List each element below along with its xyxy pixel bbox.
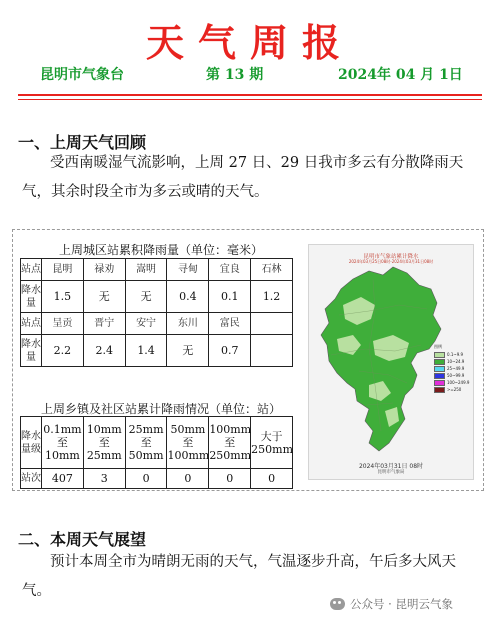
issuer-name: 昆明市气象台 bbox=[40, 67, 124, 83]
town-table-caption: 上周乡镇及社区站累计降雨情况（单位：站） bbox=[40, 402, 281, 416]
rain-level: 大于250mm bbox=[251, 417, 293, 469]
station-count: 0 bbox=[167, 469, 209, 489]
legend-item bbox=[434, 372, 474, 379]
rain-value: 1.4 bbox=[125, 335, 167, 367]
issue-date: 2024年 04 月 1日 bbox=[338, 67, 463, 83]
wechat-icon bbox=[330, 598, 345, 610]
kunming-region-shape bbox=[321, 267, 441, 451]
station-name: 东川 bbox=[167, 313, 209, 335]
station-name: 石林 bbox=[251, 259, 293, 281]
station-count: 0 bbox=[125, 469, 167, 489]
watermark bbox=[330, 596, 453, 612]
station-count: 3 bbox=[83, 469, 125, 489]
map-time-label: 2024年03月31日 08时 bbox=[358, 463, 424, 470]
legend-item bbox=[434, 358, 474, 365]
legend-swatch bbox=[434, 359, 445, 365]
legend-label: 10~24.9 bbox=[447, 359, 465, 364]
rain-level: 25mm至50mm bbox=[125, 417, 167, 469]
rain-value: 2.4 bbox=[83, 335, 125, 367]
legend-item bbox=[434, 379, 474, 386]
watermark-text: 公众号 · 昆明云气象 bbox=[350, 597, 453, 611]
legend-label: >=250 bbox=[447, 387, 462, 392]
rain-value: 无 bbox=[167, 335, 209, 367]
table-row bbox=[21, 469, 293, 489]
header-rule-thin bbox=[18, 99, 482, 100]
table-row bbox=[21, 335, 293, 367]
legend-label: 0.1~9.9 bbox=[447, 352, 464, 357]
table-row bbox=[21, 313, 293, 335]
legend-item bbox=[434, 351, 474, 358]
legend-swatch bbox=[434, 387, 445, 393]
rain-value: 无 bbox=[83, 281, 125, 313]
report-title: 天气周报 bbox=[145, 20, 354, 65]
legend-label: 25~49.9 bbox=[447, 366, 465, 371]
row-label-station: 站点 bbox=[21, 259, 42, 281]
rain-value: 2.2 bbox=[42, 335, 84, 367]
station-name: 禄劝 bbox=[83, 259, 125, 281]
station-count: 0 bbox=[209, 469, 251, 489]
legend-label: 50~99.9 bbox=[447, 373, 465, 378]
table-row bbox=[21, 417, 293, 469]
station-count: 407 bbox=[42, 469, 84, 489]
legend-title: 图例 bbox=[434, 344, 442, 349]
rain-level: 10mm至25mm bbox=[83, 417, 125, 469]
legend-swatch bbox=[434, 366, 445, 372]
rain-level: 50mm至100mm bbox=[167, 417, 209, 469]
outlook-paragraph: 预计本周全市为晴朗无雨的天气，气温逐步升高，午后多大风天气。 bbox=[22, 554, 456, 599]
rain-value: 0.7 bbox=[209, 335, 251, 367]
rain-value: 0.1 bbox=[209, 281, 251, 313]
map-title: 昆明市气象站累计降水 bbox=[363, 254, 419, 260]
legend-item bbox=[434, 386, 474, 393]
table-row bbox=[21, 259, 293, 281]
row-label-level: 降水量级 bbox=[21, 417, 42, 469]
row-label-station: 站点 bbox=[21, 313, 42, 335]
station-name: 昆明 bbox=[42, 259, 84, 281]
review-paragraph: 受西南暖湿气流影响，上周 27 日、29 日我市多云有分散降雨天气，其余时段全市为多云或晴的天气。 bbox=[22, 155, 464, 200]
rain-level: 100mm至250mm bbox=[209, 417, 251, 469]
station-name: 寻甸 bbox=[167, 259, 209, 281]
legend-label: 100~249.9 bbox=[447, 380, 470, 385]
rain-level: 0.1mm至10mm bbox=[42, 417, 84, 469]
legend-item bbox=[434, 365, 474, 372]
station-name: 安宁 bbox=[125, 313, 167, 335]
urban-rain-table bbox=[20, 258, 293, 367]
header-rule bbox=[18, 94, 482, 96]
legend-swatch bbox=[434, 380, 445, 386]
rain-value: 1.5 bbox=[42, 281, 84, 313]
urban-table-caption: 上周城区站累积降雨量（单位：毫米） bbox=[58, 243, 263, 257]
map-legend bbox=[434, 344, 474, 393]
map-subtitle: 2024年03月25日08时-2024年03月31日08时 bbox=[348, 259, 434, 264]
map-source-label: 昆明市气象局 bbox=[377, 470, 405, 475]
station-count: 0 bbox=[251, 469, 293, 489]
legend-swatch bbox=[434, 373, 445, 379]
empty-cell bbox=[251, 335, 293, 367]
station-name: 富民 bbox=[209, 313, 251, 335]
row-label-rain: 降水量 bbox=[21, 281, 42, 313]
station-name: 嵩明 bbox=[125, 259, 167, 281]
row-label-count: 站次 bbox=[21, 469, 42, 489]
section-heading-outlook: 二、本周天气展望 bbox=[18, 530, 147, 549]
issue-number: 第 13 期 bbox=[206, 67, 264, 83]
station-name: 晋宁 bbox=[83, 313, 125, 335]
station-name: 宜良 bbox=[209, 259, 251, 281]
section-heading-review: 一、上周天气回顾 bbox=[18, 133, 147, 152]
station-name: 呈贡 bbox=[42, 313, 84, 335]
table-row bbox=[21, 281, 293, 313]
rain-value: 1.2 bbox=[251, 281, 293, 313]
legend-swatch bbox=[434, 352, 445, 358]
town-rain-table bbox=[20, 416, 293, 489]
rain-value: 0.4 bbox=[167, 281, 209, 313]
empty-cell bbox=[251, 313, 293, 335]
row-label-rain: 降水量 bbox=[21, 335, 42, 367]
rain-value: 无 bbox=[125, 281, 167, 313]
